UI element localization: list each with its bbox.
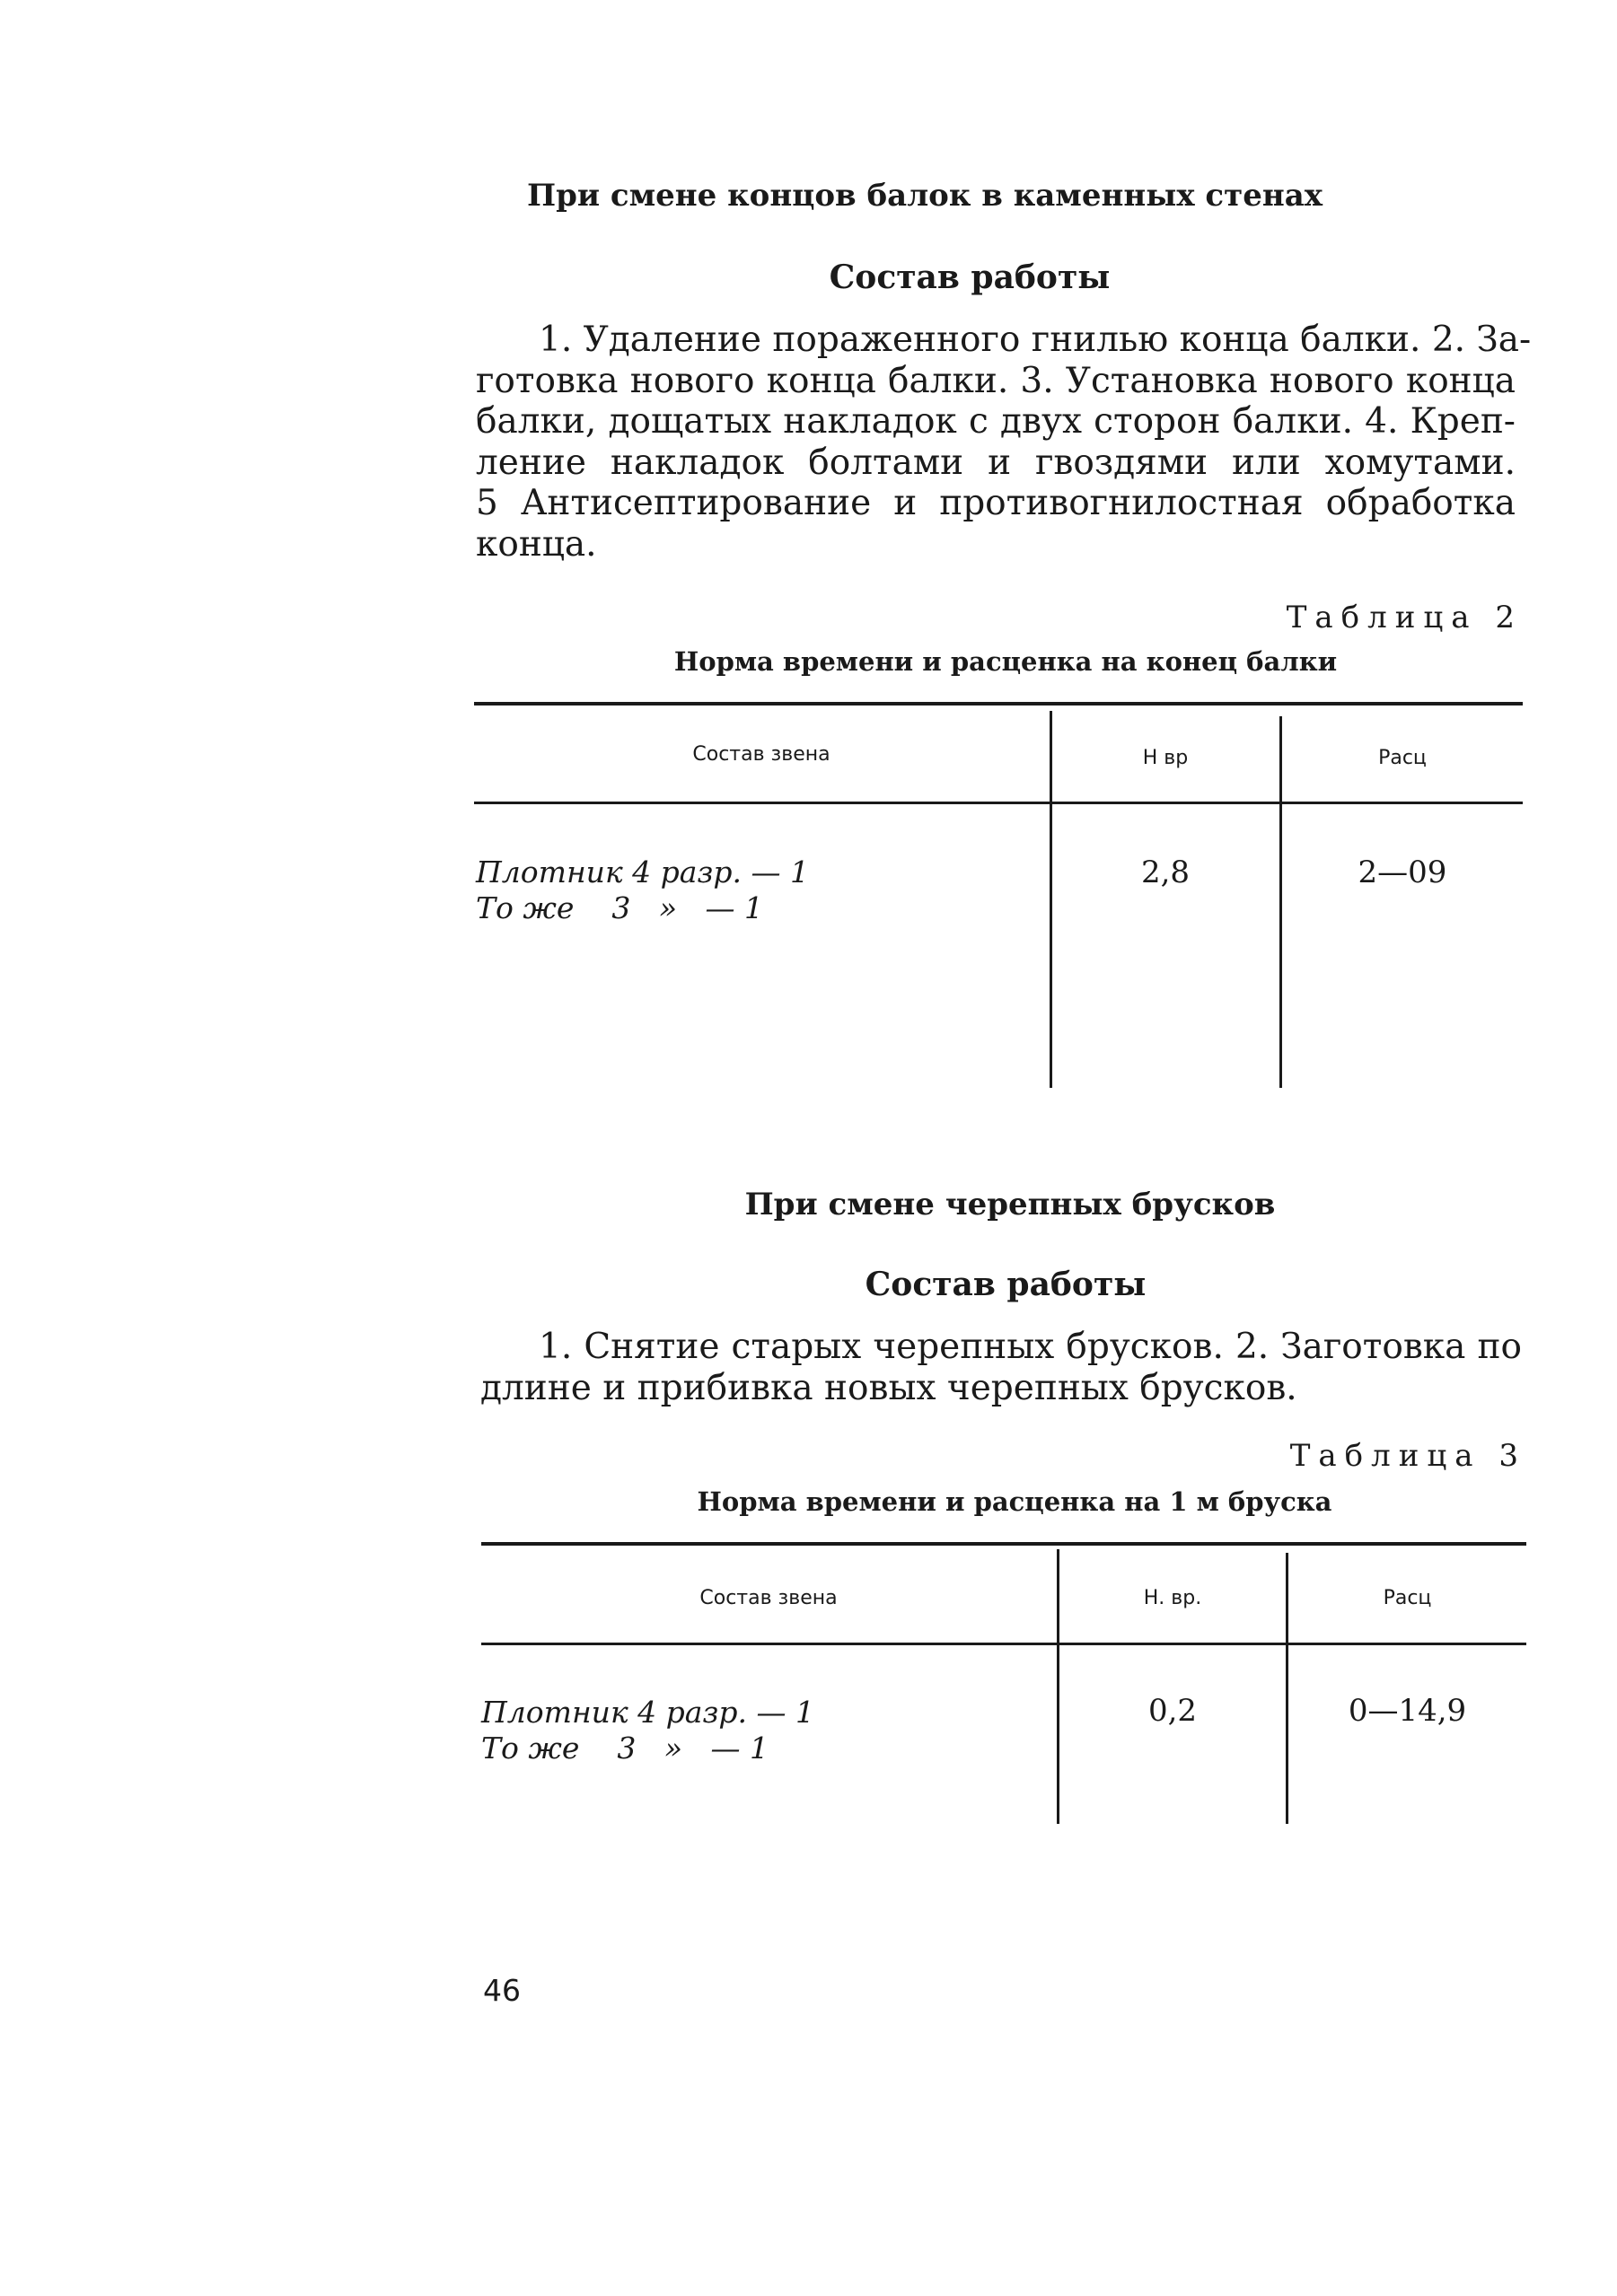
paragraph-line: балки, дощатых накладок с двух сторон балки. 4. Креп-: [476, 401, 1516, 442]
table2-header-crew: Состав звена: [692, 743, 830, 766]
table2-rate-value: 2—09: [1358, 854, 1447, 890]
table2-header-norm: Н вр: [1142, 747, 1189, 769]
paragraph-line: длине и прибивка новых черепных брусков.: [480, 1367, 1297, 1408]
paragraph-line: готовка нового конца балки. 3. Установка нового конца: [476, 360, 1516, 401]
table3-norm-value: 0,2: [1147, 1693, 1198, 1729]
table3-title: Норма времени и расценка на 1 м бруска: [697, 1486, 1332, 1517]
table3-header-norm: Н. вр.: [1143, 1587, 1202, 1609]
crew-line: То же 3 » — 1: [476, 890, 763, 925]
table3-crew: [481, 1695, 814, 1766]
table2-title: Норма времени и расценка на конец балки: [673, 646, 1338, 677]
table2-norm-value: 2,8: [1140, 854, 1191, 890]
paragraph-line: конца.: [476, 523, 597, 565]
table2-col-divider: [1279, 716, 1282, 1088]
crew-line: Плотник 4 разр. — 1: [476, 854, 810, 889]
table2-header-rate: Расц: [1378, 747, 1427, 769]
section2-heading: При смене черепных брусков: [744, 1187, 1276, 1222]
crew-line: То же 3 » — 1: [481, 1731, 769, 1766]
table3-label: Таблица 3: [1289, 1438, 1526, 1474]
table3-rate-value: 0—14,9: [1348, 1693, 1467, 1729]
section1-subheading: Состав работы: [829, 259, 1111, 296]
paragraph-line: 1. Удаление пораженного гнилью конца балки. 2. За-: [539, 320, 1532, 360]
table2-crew: [476, 854, 809, 926]
table2-label: Таблица 2: [1286, 600, 1523, 635]
crew-line: Плотник 4 разр. — 1: [481, 1695, 815, 1730]
section2-paragraph: [480, 1327, 1522, 1408]
table3-header-rate: Расц: [1383, 1587, 1432, 1609]
section1-heading: При смене концов балок в каменных стенах: [526, 178, 1323, 214]
section1-paragraph: [476, 320, 1532, 565]
table2-header-rule: [474, 802, 1523, 804]
section2-subheading: Состав работы: [865, 1266, 1147, 1303]
table3-header-rule: [481, 1643, 1526, 1645]
paragraph-line: 1. Снятие старых черепных брусков. 2. Заготовка по: [539, 1327, 1522, 1367]
paragraph-line: ление накладок болтами и гвоздями или хомутами.: [476, 442, 1516, 483]
paragraph-line: 5 Антисептирование и противогнилостная обработка: [476, 483, 1516, 523]
page-number: 46: [483, 1973, 521, 2008]
table3-header-crew: Состав звена: [699, 1587, 838, 1609]
table2-top-rule: [474, 702, 1523, 705]
table3-top-rule: [481, 1542, 1526, 1546]
